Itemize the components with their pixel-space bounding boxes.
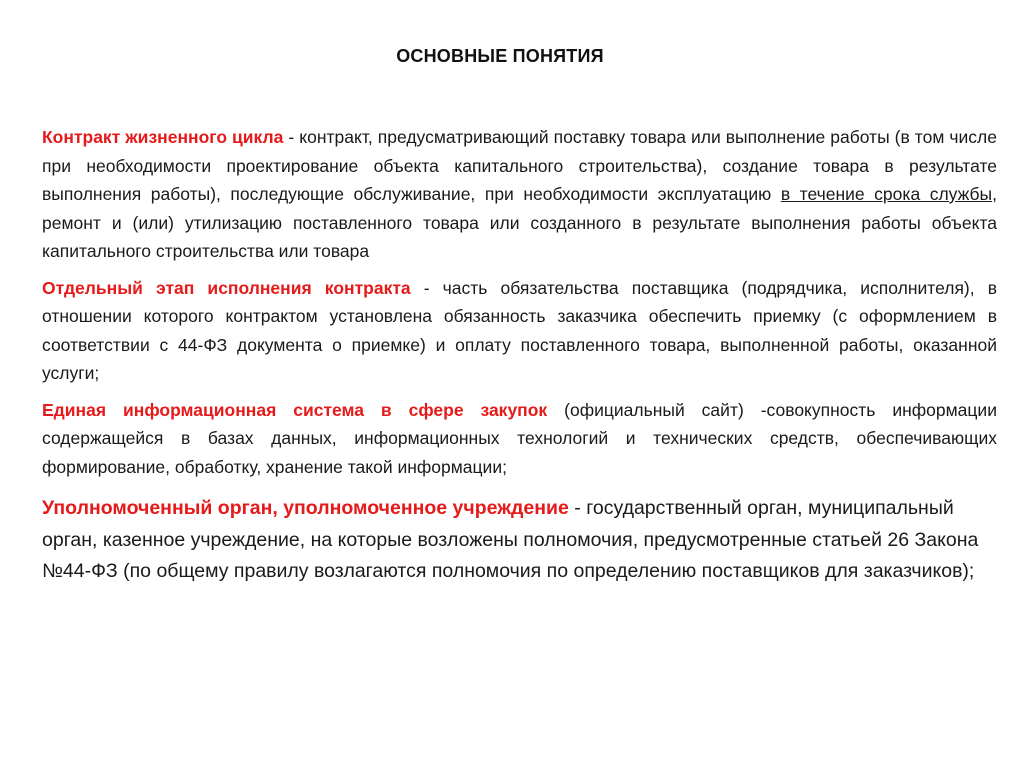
- term-eis: Единая информационная система в сфере закупок: [42, 399, 548, 420]
- term-authorized-body: Уполномоченный орган, уполномоченное учреждение: [42, 497, 569, 519]
- term-contract-stage: Отдельный этап исполнения контракта: [42, 277, 411, 298]
- definition-contract-stage: [42, 274, 997, 388]
- definition-text: - государственный орган, муниципальный орган, казенное учреждение, на которые возложены полномочия, предусмотренные статьей 26 Закона №44-ФЗ (по общему правилу возлагаются полномочия по определению поставщиков для заказчиков);: [42, 497, 979, 582]
- page-title: ОСНОВНЫЕ ПОНЯТИЯ: [396, 46, 604, 66]
- definition-authorized-body: [42, 493, 997, 588]
- definition-text: - контракт, предусматривающий поставку товара или выполнение работы (в том числе при необходимости проектирование объекта капитального строительства), создание товара в результате выполнения работы), последующие обслуживание, при необходимости эксплуатацию: [42, 127, 997, 204]
- definition-eis: [42, 396, 997, 482]
- term-lifecycle-contract: Контракт жизненного цикла: [42, 127, 284, 147]
- definition-underlined-text: в течение срока службы,: [780, 184, 997, 204]
- definitions-list: [42, 123, 997, 596]
- definition-lifecycle-contract: [42, 123, 997, 266]
- definition-text: - часть обязательства поставщика (подрядчика, исполнителя), в отношении которого контрактом установлена обязанность заказчика обеспечить приемку (с оформлением в соответствии с 44-ФЗ документа о приемке) и оплату поставленного товара, выполненной работы, оказанной услуги;: [42, 277, 998, 383]
- definition-text: ремонт и (или) утилизацию поставленного товара или созданного в результате выполнения работы объекта капитального строительства или товара: [42, 212, 997, 261]
- definition-text: (официальный сайт) -совокупность информации содержащейся в базах данных, информационных технологий и технических средств, обеспечивающих формирование, обработку, хранение такой информации;: [42, 399, 997, 477]
